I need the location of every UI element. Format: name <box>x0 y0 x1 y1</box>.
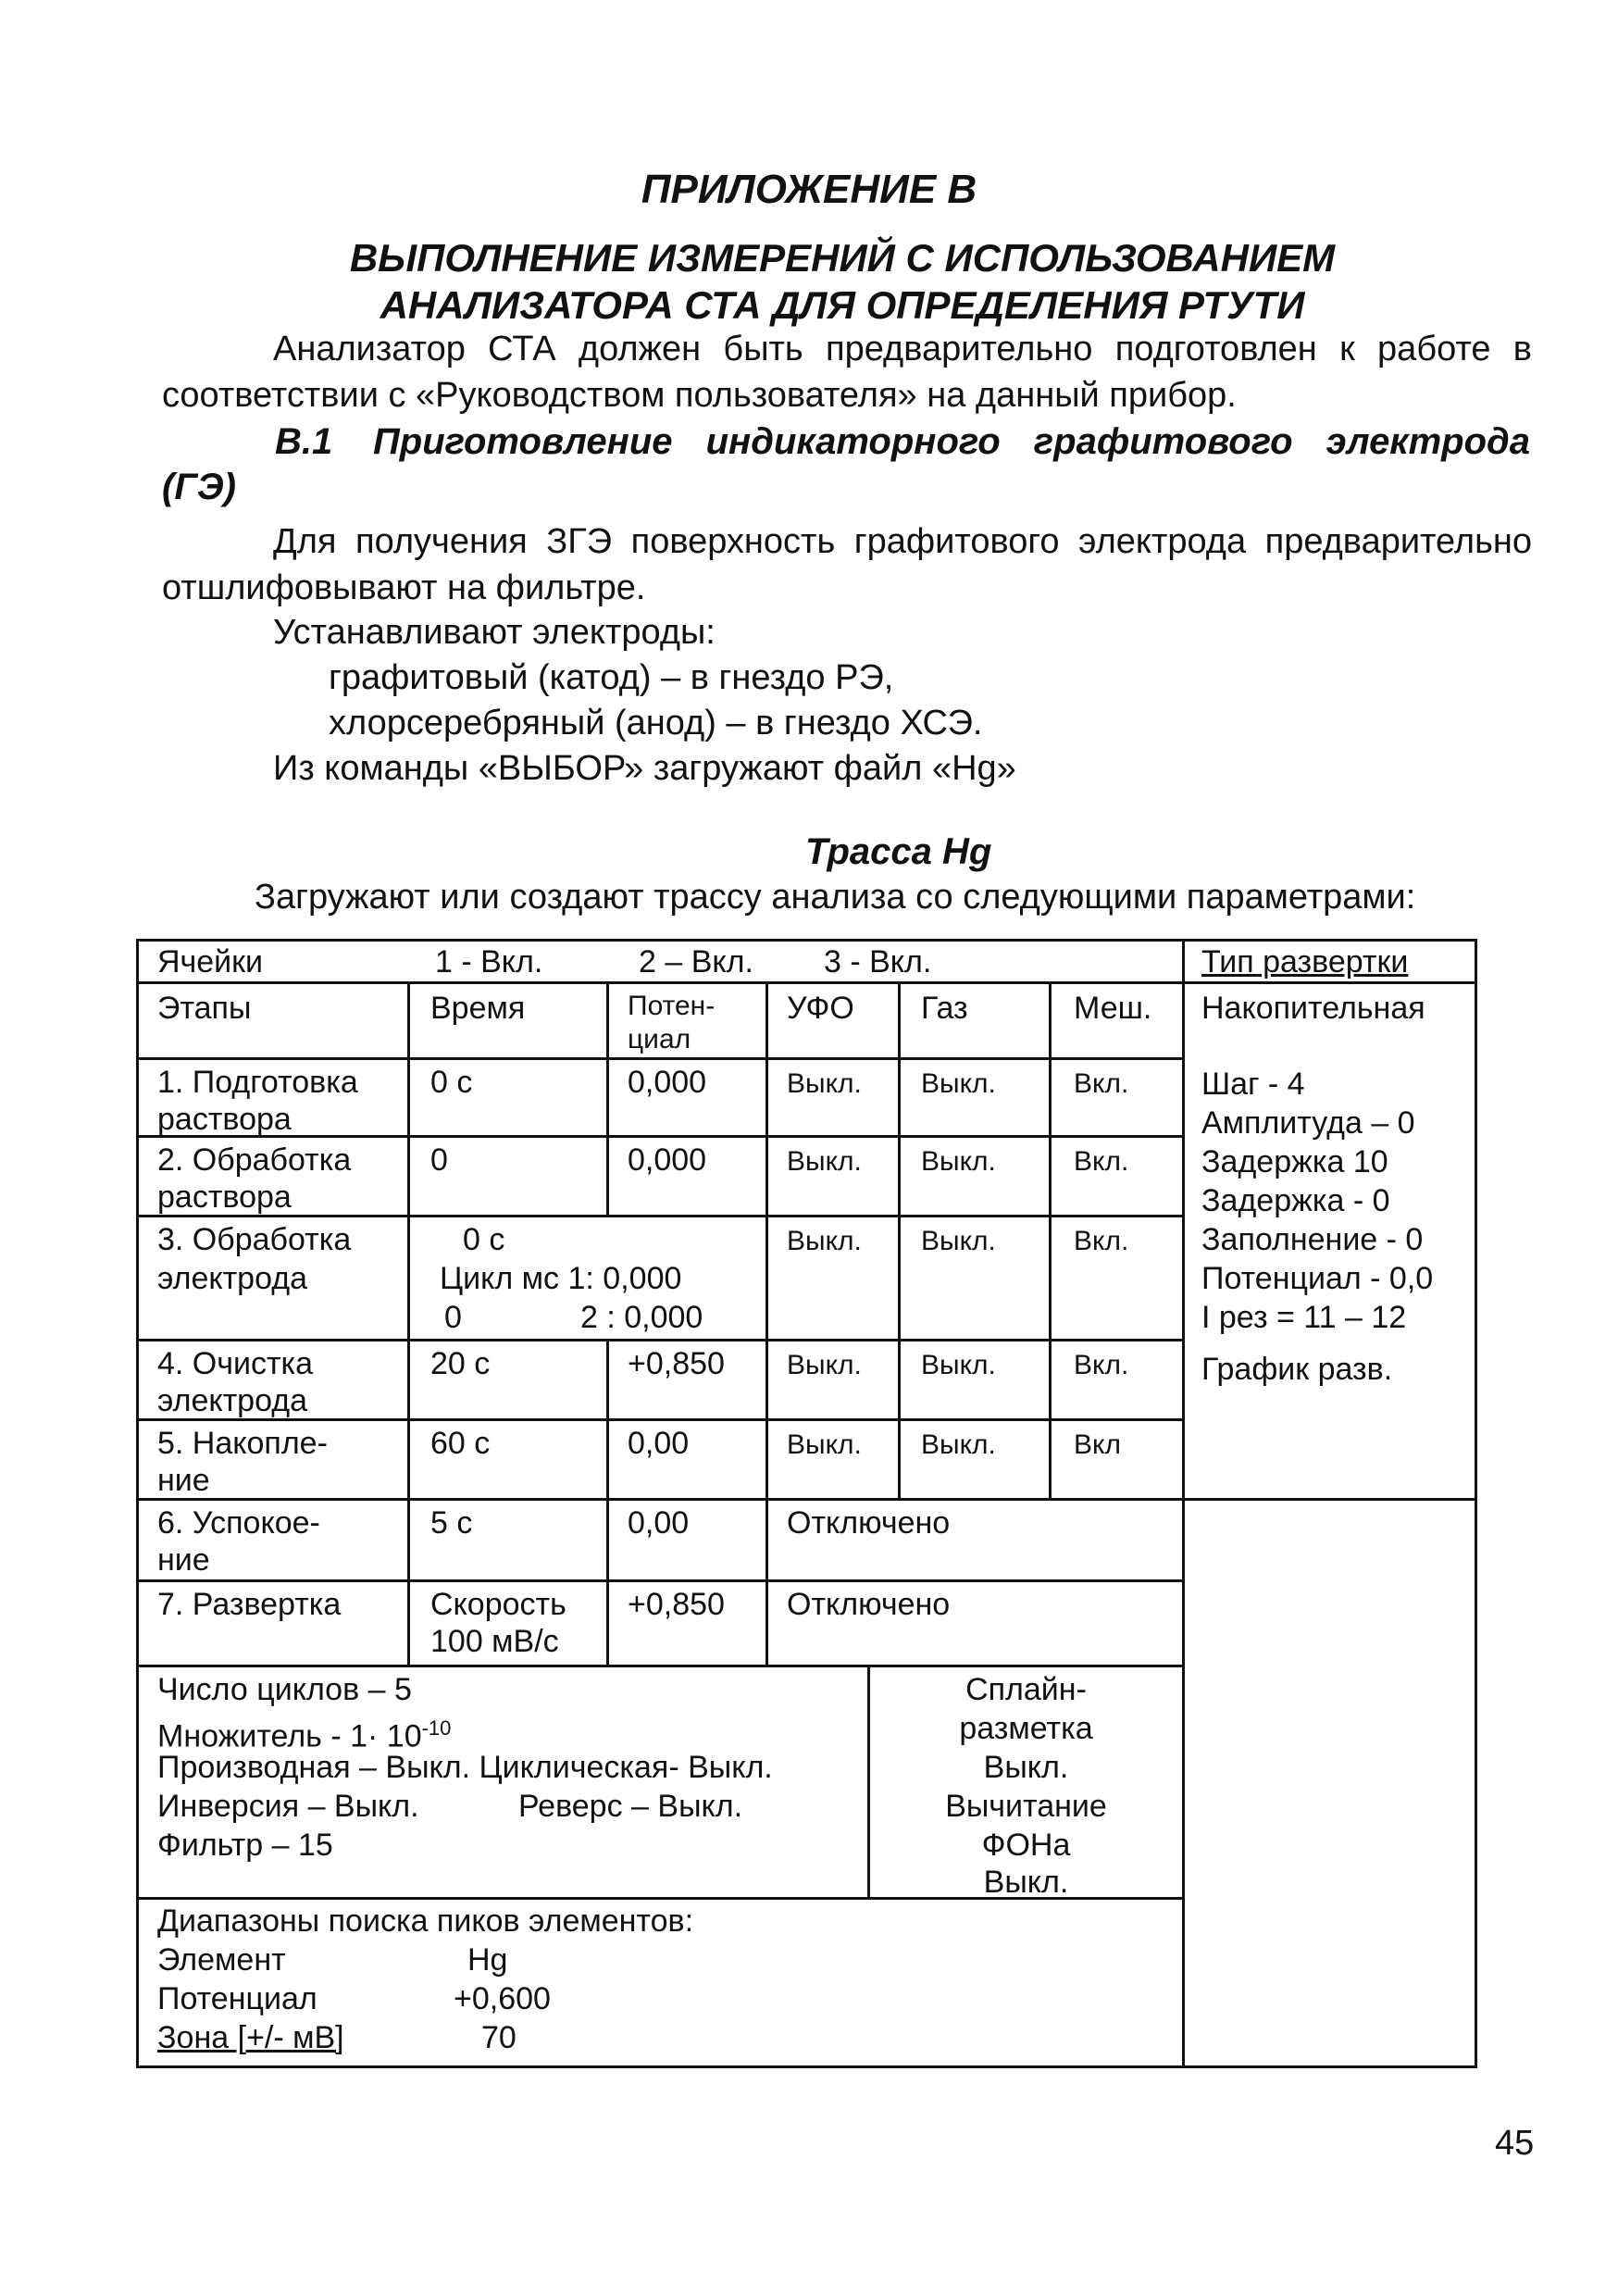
stage-ufo: Выкл. <box>787 1350 862 1380</box>
multiplier-base: Множитель - 1· 10 <box>157 1718 422 1754</box>
stage-name: 6. Успокое- <box>157 1505 320 1541</box>
row-divider <box>136 1579 1182 1582</box>
stage-gas: Выкл. <box>921 1226 996 1256</box>
col-divider <box>1182 939 1185 2068</box>
section-b1-number: В.1 <box>275 421 333 462</box>
stage-name: 7. Развертка <box>157 1587 342 1622</box>
stage-time: 0 с <box>463 1222 505 1257</box>
cell-3-status: 3 - Вкл. <box>824 944 932 980</box>
row-divider <box>136 1498 1477 1501</box>
inversion-setting: Инверсия – Выкл. <box>157 1789 419 1824</box>
stage-name: ние <box>157 1542 210 1578</box>
intro-paragraph: Анализатор СТА должен быть предварительно подготовлен к работе в соответствии с «Руководством пользователя» на данный прибор. <box>162 330 1532 415</box>
section-b1-title-line-2: (ГЭ) <box>162 467 236 507</box>
stage-status: Отключено <box>787 1587 951 1622</box>
paragraph-zge: Для получения ЗГЭ поверхность графитового электрода предварительно отшлифовывают на фильтре. <box>162 522 1532 607</box>
spline-line: разметка <box>959 1711 1093 1746</box>
stage-time: 20 с <box>430 1346 491 1381</box>
electrode-graphite: графитовый (катод) – в гнездо РЭ, <box>329 658 894 697</box>
spline-line: Сплайн- <box>965 1672 1087 1707</box>
col-divider <box>606 981 609 1215</box>
derivative-setting: Производная – Выкл. Циклическая- Выкл. <box>157 1750 773 1785</box>
stage-name: электрода <box>157 1383 307 1418</box>
spline-line: Выкл. <box>983 1750 1069 1785</box>
stage-mixer: Вкл. <box>1074 1350 1129 1380</box>
stage-time: 60 с <box>430 1426 491 1461</box>
stage-gas: Выкл. <box>921 1350 996 1380</box>
stage-potential: 0,000 <box>628 1142 707 1178</box>
row-divider <box>136 1135 1182 1138</box>
stage-time: 2 : 0,000 <box>580 1300 703 1335</box>
sweep-param: Задержка 10 <box>1201 1144 1388 1179</box>
col-divider <box>606 1339 609 1665</box>
filter-setting: Фильтр – 15 <box>157 1828 333 1863</box>
stage-mixer: Вкл. <box>1074 1226 1129 1256</box>
element-value: Hg <box>467 1942 508 1978</box>
subtract-line: Вычитание <box>945 1789 1107 1824</box>
stage-time: Цикл мс 1: 0,000 <box>440 1261 682 1296</box>
stage-potential: 0,000 <box>628 1065 707 1100</box>
col-divider <box>407 981 410 1665</box>
stage-status: Отключено <box>787 1505 951 1541</box>
stage-mixer: Вкл. <box>1074 1068 1129 1099</box>
trace-heading: Трасса Hg <box>805 831 992 872</box>
sweep-type-value: Накопительная <box>1201 991 1425 1026</box>
subtitle-line-2: АНАЛИЗАТОРА СТА ДЛЯ ОПРЕДЕЛЕНИЯ РТУТИ <box>380 283 1305 327</box>
col-potential-1: Потен- <box>628 991 716 1021</box>
zone-value: 70 <box>481 2020 517 2055</box>
page-number: 45 <box>1495 2124 1535 2163</box>
col-divider <box>898 981 901 1498</box>
stage-gas: Выкл. <box>921 1068 996 1099</box>
stage-potential: +0,850 <box>628 1587 725 1622</box>
multiplier-exponent: -10 <box>421 1716 452 1740</box>
stage-time: 100 мВ/с <box>430 1624 559 1659</box>
element-label: Элемент <box>157 1942 286 1978</box>
stage-name: раствора <box>157 1102 292 1137</box>
zone-label: Зона [+/- мВ] <box>157 2020 344 2055</box>
appendix-title: ПРИЛОЖЕНИЕ В <box>641 167 977 212</box>
sweep-param: Потенциал - 0,0 <box>1201 1261 1434 1296</box>
col-mixer: Меш. <box>1074 991 1152 1026</box>
col-divider <box>1049 981 1052 1498</box>
stage-time: Скорость <box>430 1587 566 1622</box>
stage-gas: Выкл. <box>921 1429 996 1460</box>
col-ufo: УФО <box>787 991 854 1026</box>
ranges-title: Диапазоны поиска пиков элементов: <box>157 1903 694 1939</box>
sweep-param: Задержка - 0 <box>1201 1183 1390 1218</box>
stage-mixer: Вкл. <box>1074 1146 1129 1177</box>
reverse-setting: Реверс – Выкл. <box>518 1789 743 1824</box>
cells-label: Ячейки <box>157 944 264 980</box>
stage-name: раствора <box>157 1179 292 1215</box>
stage-potential: 0,00 <box>628 1426 690 1461</box>
stage-mixer: Вкл <box>1074 1429 1121 1460</box>
section-b1-title-line-1: Приготовление индикаторного графитового электрода <box>373 421 1530 462</box>
subtract-line: Выкл. <box>983 1865 1069 1900</box>
col-potential-2: циал <box>628 1024 691 1054</box>
stage-ufo: Выкл. <box>787 1429 862 1460</box>
stage-potential: +0,850 <box>628 1346 725 1381</box>
col-time: Время <box>430 991 526 1026</box>
electrode-silver: хлорсеребряный (анод) – в гнездо ХСЭ. <box>329 704 983 742</box>
stage-name: 2. Обработка <box>157 1142 352 1178</box>
row-divider <box>136 981 1477 984</box>
row-divider <box>136 1339 1182 1341</box>
sweep-param: Шаг - 4 <box>1201 1067 1305 1102</box>
cell-1-status: 1 - Вкл. <box>435 944 543 980</box>
cell-2-status: 2 – Вкл. <box>639 944 753 980</box>
stage-time: 5 с <box>430 1505 473 1541</box>
col-gas: Газ <box>921 991 968 1026</box>
stage-name: электрода <box>157 1261 307 1296</box>
stage-potential: 0,00 <box>628 1505 690 1541</box>
stage-gas: Выкл. <box>921 1146 996 1177</box>
sweep-type-header: Тип развертки <box>1201 944 1409 980</box>
stage-ufo: Выкл. <box>787 1146 862 1177</box>
stage-name: 3. Обработка <box>157 1222 352 1257</box>
col-stages: Этапы <box>157 991 252 1026</box>
row-divider <box>136 1665 1182 1667</box>
stage-time: 0 <box>430 1142 448 1178</box>
stage-ufo: Выкл. <box>787 1068 862 1099</box>
stage-time: 0 <box>444 1300 462 1335</box>
paragraph-command: Из команды «ВЫБОР» загружают файл «Hg» <box>273 749 1016 788</box>
stage-name: 4. Очистка <box>157 1346 314 1381</box>
stage-name: 5. Накопле- <box>157 1426 328 1461</box>
potential-label: Потенциал <box>157 1981 317 2016</box>
paragraph-electrodes: Устанавливают электроды: <box>273 613 716 652</box>
sweep-param: График разв. <box>1201 1352 1393 1387</box>
stage-ufo: Выкл. <box>787 1226 862 1256</box>
sweep-param: Заполнение - 0 <box>1201 1222 1424 1257</box>
row-divider <box>136 1215 1182 1217</box>
subtitle-line-1: ВЫПОЛНЕНИЕ ИЗМЕРЕНИЙ С ИСПОЛЬЗОВАНИЕМ <box>349 236 1336 280</box>
stage-name: 1. Подготовка <box>157 1065 358 1100</box>
stage-name: ние <box>157 1463 210 1498</box>
potential-value: +0,600 <box>454 1981 551 2016</box>
trace-intro: Загружают или создают трассу анализа со следующими параметрами: <box>255 878 1416 917</box>
sweep-param: Амплитуда – 0 <box>1201 1105 1415 1141</box>
subtract-line: ФОНа <box>981 1828 1071 1863</box>
stage-time: 0 с <box>430 1065 473 1100</box>
cycles-count: Число циклов – 5 <box>157 1672 412 1707</box>
col-divider <box>765 981 768 1665</box>
sweep-param: I рез = 11 – 12 <box>1201 1300 1407 1335</box>
